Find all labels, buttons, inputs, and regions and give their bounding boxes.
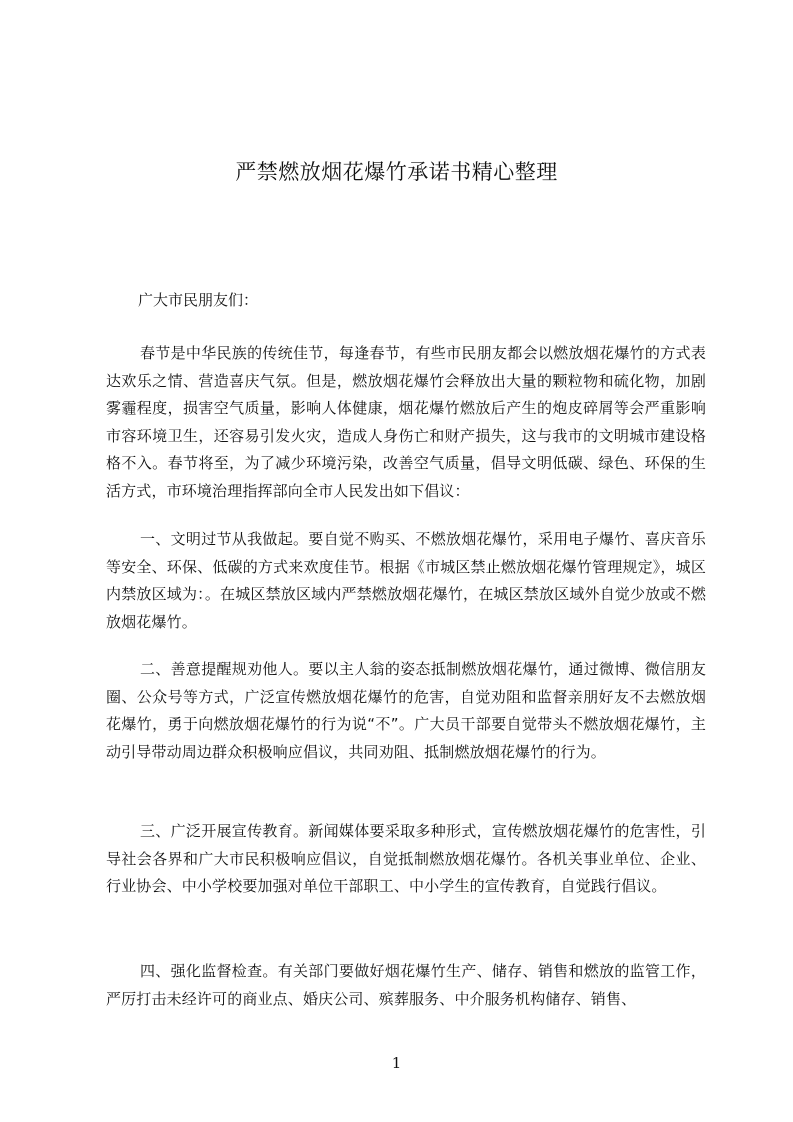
document-title: 严禁燃放烟花爆竹承诺书精心整理 (235, 160, 558, 185)
paragraph-item-4: 四、强化监督检查。有关部门要做好烟花爆竹生产、储存、销售和燃放的监管工作，严厉打击未经许可的商业点、婚庆公司、殡葬服务、中介服务机构储存、销售、 (106, 962, 706, 1008)
page-number: 1 (391, 1054, 402, 1072)
paragraph-item-1: 一、文明过节从我做起。要自觉不购买、不燃放烟花爆竹，采用电子爆竹、喜庆音乐等安全、环保、低碳的方式来欢度佳节。根据《市城区禁止燃放烟花爆竹管理规定》，城区内禁放区域为：。在城区禁放区域内严禁燃放烟花爆竹，在城区禁放区域外自觉少放或不燃放烟花爆竹。 (106, 530, 706, 631)
paragraph-item-3: 三、广泛开展宣传教育。新闻媒体要采取多种形式，宣传燃放烟花爆竹的危害性，引导社会各界和广大市民积极响应倡议，自觉抵制燃放烟花爆竹。各机关事业单位、企业、行业协会、中小学校要加强对单位干部职工、中小学生的宣传教育，自觉践行倡议。 (106, 822, 706, 896)
salutation: 广大市民朋友们： (138, 291, 259, 309)
paragraph-intro: 春节是中华民族的传统佳节，每逢春节，有些市民朋友都会以燃放烟花爆竹的方式表达欢乐之情、营造喜庆气氛。但是，燃放烟花爆竹会释放出大量的颗粒物和硫化物，加剧雾霾程度，损害空气质量，影响人体健康，烟花爆竹燃放后产生的炮皮碎屑等会严重影响市容环境卫生，还容易引发火灾，造成人身伤亡和财产损失，这与我市的文明城市建设格格不入。春节将至，为了减少环境污染，改善空气质量，倡导文明低碳、绿色、环保的生活方式，市环境治理指挥部向全市人民发出如下倡议： (106, 344, 706, 500)
paragraph-item-2: 二、善意提醒规劝他人。要以主人翁的姿态抵制燃放烟花爆竹，通过微博、微信朋友圈、公众号等方式，广泛宣传燃放烟花爆竹的危害，自觉劝阻和监督亲朋好友不去燃放烟花爆竹，勇于向燃放烟花爆竹的行为说“不”。广大员干部要自觉带头不燃放烟花爆竹，主动引导带动周边群众积极响应倡议，共同劝阻、抵制燃放烟花爆竹的行为。 (106, 660, 706, 761)
